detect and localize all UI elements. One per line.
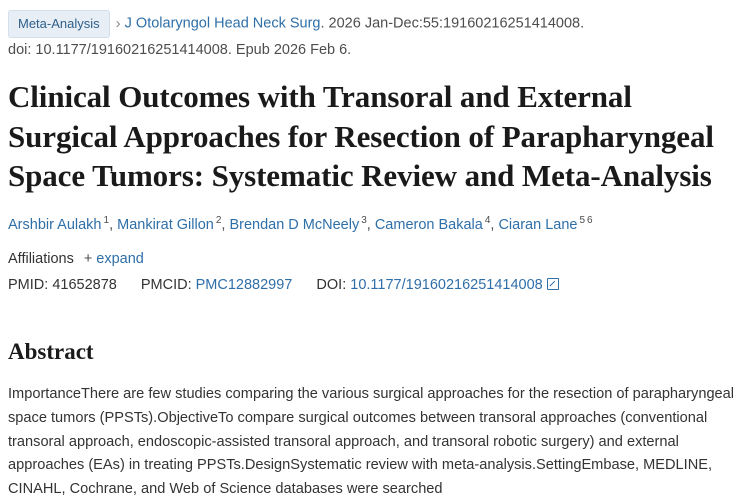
expand-label: expand: [96, 251, 144, 268]
affiliations-row: [8, 251, 740, 267]
abstract-heading: Abstract: [8, 339, 94, 365]
author-separator: ,: [490, 217, 495, 234]
affiliations-label: Affiliations: [8, 251, 74, 268]
journal-link[interactable]: J Otolaryngol Head Neck Surg: [124, 15, 321, 32]
pmid-value: 41652878: [52, 277, 117, 294]
expand-affiliations-button[interactable]: [84, 251, 144, 267]
author-list: [8, 213, 740, 237]
doi-label: DOI:: [316, 277, 347, 294]
author-link[interactable]: Mankirat Gillon: [117, 217, 214, 234]
pmcid-link[interactable]: PMC12882997: [195, 277, 293, 294]
abstract-text: ImportanceThere are few studies comparing the various surgical approaches for the resection of parapharyngeal space tumors (PPSTs).ObjectiveTo compare surgical outcomes between transoral approaches (conventional transoral approach, endoscopic-assisted transoral approach, and transoral robotic surgery) and external approaches (EAs) in treating PPSTs.DesignSystematic review with meta-analysis.SettingEmbase, MEDLINE, CINAHL, Cochrane, and Web of Science databases were searched: [8, 386, 735, 497]
author-affiliation-marker: 4: [484, 215, 491, 227]
author-affiliation-marker: 3: [361, 215, 367, 227]
pmid-label: PMID:: [8, 277, 49, 294]
author-separator: ,: [221, 217, 226, 234]
plus-icon: +: [83, 251, 93, 268]
doi-item: [316, 277, 558, 293]
author-affiliation-marker: 5: [579, 215, 586, 227]
author-link[interactable]: Cameron Bakala: [374, 217, 483, 234]
author-separator: ,: [366, 217, 371, 234]
author-affiliation-marker-2: 6: [587, 215, 593, 227]
pmcid-item: [141, 277, 293, 293]
author-link[interactable]: Brendan D McNeely: [229, 217, 360, 234]
citation-line: [8, 10, 740, 38]
publication-type-badge[interactable]: Meta-Analysis: [8, 10, 110, 38]
author-link[interactable]: Ciaran Lane: [498, 217, 578, 234]
author-affiliation-marker: 2: [215, 215, 222, 227]
page-title: Clinical Outcomes with Transoral and External Surgical Approaches for Resection of Parapharyngeal Space Tumors: Systematic Review and Meta-Analysis: [8, 79, 714, 193]
doi-epub-line: doi: 10.1177/19160216251414008. Epub 2026 Feb 6.: [8, 41, 352, 58]
pmid-item: [8, 277, 117, 293]
citation-details: . 2026 Jan-Dec:55:19160216251414008.: [320, 15, 585, 32]
identifier-row: [8, 277, 740, 293]
external-link-icon[interactable]: [547, 278, 559, 290]
author-separator: ,: [109, 217, 114, 234]
author-link[interactable]: Arshbir Aulakh: [8, 217, 102, 234]
pmcid-label: PMCID:: [140, 277, 192, 294]
doi-link[interactable]: 10.1177/19160216251414008: [350, 277, 543, 294]
chevron-right-icon: ›: [115, 14, 121, 32]
author-affiliation-marker: 1: [103, 215, 110, 227]
